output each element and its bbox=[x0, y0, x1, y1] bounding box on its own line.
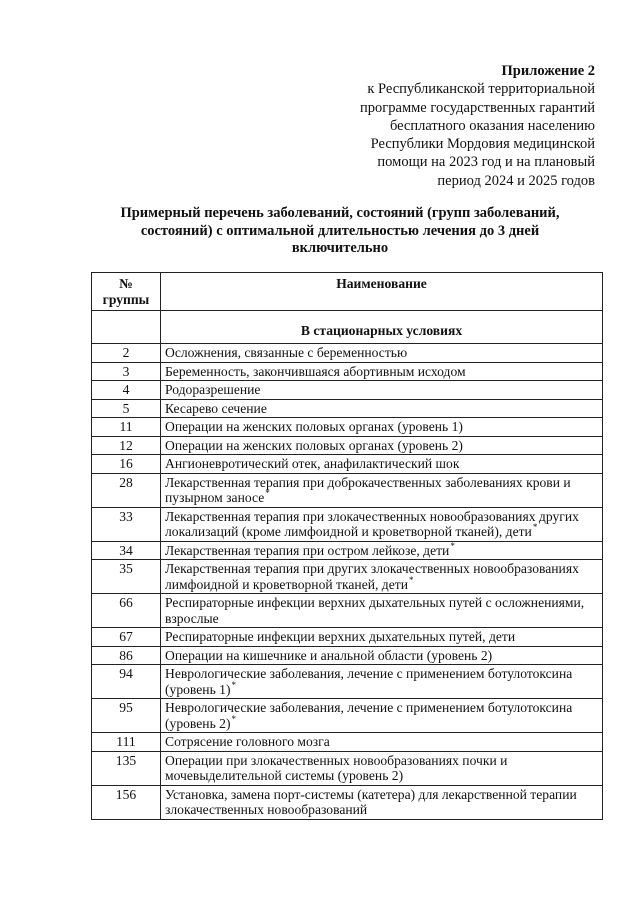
section-title: В стационарных условиях bbox=[161, 311, 603, 344]
group-number: 94 bbox=[92, 665, 161, 699]
group-number: 3 bbox=[92, 362, 161, 381]
appendix-title: Приложение 2 bbox=[501, 63, 595, 79]
group-name-cell bbox=[161, 381, 603, 400]
group-name-cell bbox=[161, 733, 603, 752]
table-row bbox=[92, 628, 603, 647]
table-row bbox=[92, 344, 603, 363]
group-number: 67 bbox=[92, 628, 161, 647]
group-name-cell bbox=[161, 436, 603, 455]
group-number: 135 bbox=[92, 751, 161, 785]
group-number: 16 bbox=[92, 455, 161, 474]
table-row bbox=[92, 646, 603, 665]
group-number: 86 bbox=[92, 646, 161, 665]
footnote-mark: * bbox=[408, 574, 414, 585]
group-name-cell bbox=[161, 594, 603, 628]
group-name: Лекарственная терапия при злокачественных новообразованиях других локализаций (кроме лимфоидной и кроветворной тканей), дети bbox=[165, 508, 579, 539]
group-name: Респираторные инфекции верхних дыхательных путей, дети bbox=[165, 629, 516, 644]
group-number: 95 bbox=[92, 699, 161, 733]
group-name: Лекарственная терапия при доброкачественных заболеваниях крови и пузырном заносе bbox=[165, 474, 571, 505]
group-number: 2 bbox=[92, 344, 161, 363]
group-number: 28 bbox=[92, 473, 161, 507]
header-name: Наименование bbox=[161, 273, 603, 311]
table-row bbox=[92, 381, 603, 400]
group-name: Операции на женских половых органах (уровень 2) bbox=[165, 437, 463, 453]
group-name-cell bbox=[161, 751, 603, 785]
document-title-line: состояний) с оптимальной длительностью лечения до 3 дней bbox=[140, 222, 540, 239]
group-name: Родоразрешение bbox=[165, 382, 261, 397]
appendix-line: Республики Мордовия медицинской bbox=[370, 136, 595, 153]
group-name: Операции на женских половых органах (уровень 1) bbox=[165, 419, 463, 434]
appendix-line: программе государственных гарантий bbox=[360, 99, 595, 116]
footnote-mark: * bbox=[532, 522, 538, 532]
footnote-mark: * bbox=[265, 488, 270, 498]
table-row bbox=[92, 594, 603, 628]
group-number: 111 bbox=[92, 733, 161, 752]
table-row bbox=[92, 751, 603, 785]
group-name-cell bbox=[161, 665, 603, 699]
footnote-mark: * bbox=[231, 679, 236, 690]
group-name: Неврологические заболевания, лечение с применением ботулотоксина (уровень 1) bbox=[165, 666, 573, 697]
disease-groups-table bbox=[91, 272, 603, 820]
group-name-cell bbox=[161, 646, 603, 665]
group-name-cell bbox=[161, 785, 603, 819]
table-row bbox=[92, 699, 603, 733]
table-row bbox=[92, 473, 603, 507]
document-title-line: Примерный перечень заболеваний, состояний (групп заболеваний, bbox=[120, 205, 560, 221]
group-name: Операции при злокачественных новообразованиях почки и мочевыделительной системы (уровень 2) bbox=[165, 752, 508, 783]
group-name-cell bbox=[161, 344, 603, 363]
group-name-cell bbox=[161, 628, 603, 647]
group-name-cell bbox=[161, 362, 603, 381]
table-row bbox=[92, 665, 603, 699]
group-name-cell bbox=[161, 418, 603, 437]
table-row bbox=[92, 436, 603, 455]
footnote-mark: * bbox=[450, 540, 455, 551]
group-name: Респираторные инфекции верхних дыхательных путей с осложнениями, взрослые bbox=[165, 595, 585, 626]
appendix-header bbox=[360, 62, 595, 190]
group-name: Неврологические заболевания, лечение с применением ботулотоксина (уровень 2) bbox=[165, 700, 573, 731]
group-number: 33 bbox=[92, 507, 161, 541]
group-name: Лекарственная терапия при остром лейкозе, дети bbox=[165, 542, 450, 558]
group-name-cell bbox=[161, 455, 603, 474]
table-header-row bbox=[92, 273, 603, 311]
group-number: 156 bbox=[92, 785, 161, 819]
appendix-line: помощи на 2023 год и на плановый bbox=[377, 154, 595, 171]
table-row bbox=[92, 399, 603, 418]
group-name-cell bbox=[161, 560, 603, 594]
appendix-line: период 2024 и 2025 годов bbox=[437, 172, 595, 189]
group-name: Беременность, закончившаяся абортивным исходом bbox=[165, 363, 466, 379]
group-number: 34 bbox=[92, 541, 161, 560]
table-row bbox=[92, 541, 603, 560]
appendix-line: к Республиканской территориальной bbox=[367, 81, 595, 98]
table-row bbox=[92, 560, 603, 594]
group-name: Лекарственная терапия при других злокачественных новообразованиях лимфоидной и кроветворной тканей, дети bbox=[165, 561, 579, 592]
group-name: Осложнения, связанные с беременностью bbox=[165, 345, 408, 360]
section-number-cell bbox=[92, 311, 161, 344]
table-row bbox=[92, 362, 603, 381]
section-row bbox=[92, 311, 603, 344]
group-name: Сотрясение головного мозга bbox=[165, 734, 330, 749]
table-row bbox=[92, 455, 603, 474]
group-number: 4 bbox=[92, 381, 161, 400]
table-row bbox=[92, 733, 603, 752]
group-name-cell bbox=[161, 541, 603, 560]
group-name-cell bbox=[161, 473, 603, 507]
table-body bbox=[92, 311, 603, 820]
group-name: Операции на кишечнике и анальной области (уровень 2) bbox=[165, 647, 493, 663]
document-title bbox=[90, 205, 590, 258]
group-name: Ангионевротический отек, анафилактический шок bbox=[165, 456, 460, 471]
table-row bbox=[92, 785, 603, 819]
header-group-number: № группы bbox=[92, 273, 161, 311]
table-row bbox=[92, 507, 603, 541]
group-number: 35 bbox=[92, 560, 161, 594]
group-name-cell bbox=[161, 507, 603, 541]
group-number: 66 bbox=[92, 594, 161, 628]
group-name-cell bbox=[161, 699, 603, 733]
appendix-line: бесплатного оказания населению bbox=[389, 117, 595, 134]
group-number: 5 bbox=[92, 399, 161, 418]
footnote-mark: * bbox=[231, 713, 236, 724]
group-number: 12 bbox=[92, 436, 161, 455]
table-row bbox=[92, 418, 603, 437]
group-number: 11 bbox=[92, 418, 161, 437]
document-title-line: включительно bbox=[291, 240, 389, 256]
group-name: Установка, замена порт-системы (катетера) для лекарственной терапии злокачественных новообразований bbox=[165, 786, 577, 817]
group-name: Кесарево сечение bbox=[165, 400, 267, 416]
group-name-cell bbox=[161, 399, 603, 418]
